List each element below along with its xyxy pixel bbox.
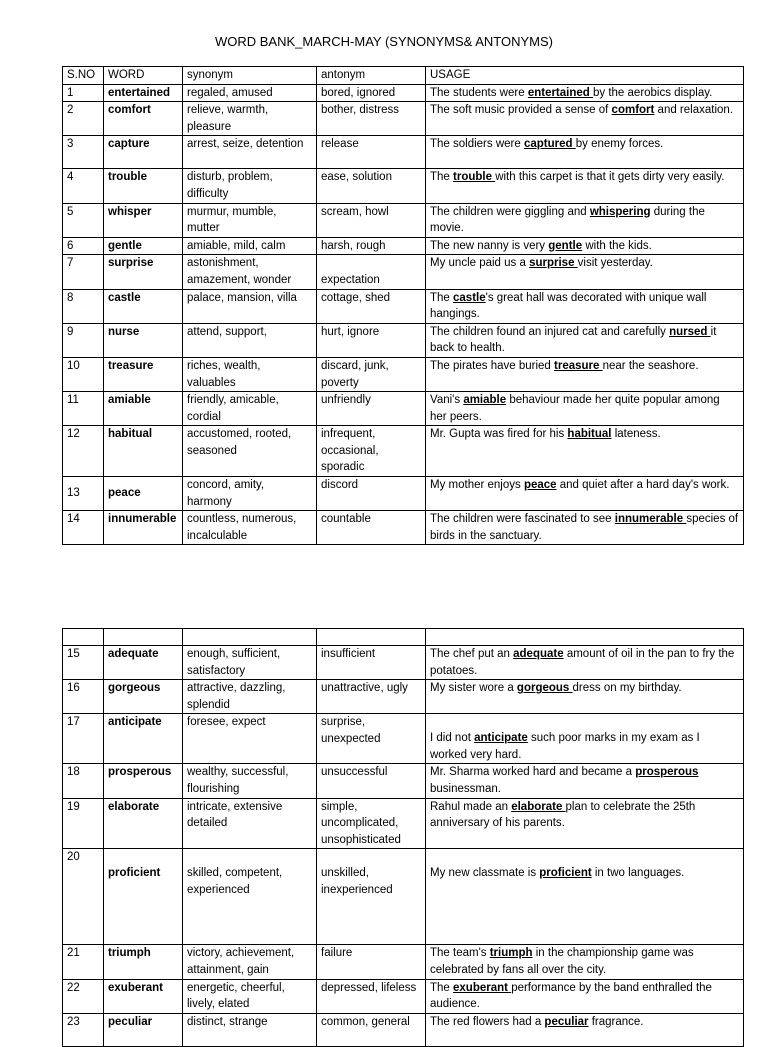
synonym-cell: attend, support, <box>183 323 317 357</box>
table-row <box>63 357 744 391</box>
usage-cell: The children were fascinated to see innumerable species of birds in the sanctuary. <box>426 511 744 545</box>
usage-cell: Rahul made an elaborate plan to celebrate the 25th anniversary of his parents. <box>426 798 744 849</box>
table-row <box>63 169 744 203</box>
sno-cell: 20 <box>63 849 104 945</box>
table-row <box>63 136 744 169</box>
usage-cell: My mother enjoys peace and quiet after a hard day's work. <box>426 477 744 511</box>
table-row <box>63 714 744 764</box>
sno-cell: 23 <box>63 1013 104 1046</box>
table-row <box>63 849 744 945</box>
keyword: captured <box>523 138 576 151</box>
synonym-cell: distinct, strange <box>183 1013 317 1046</box>
keyword: treasure <box>554 359 603 372</box>
word-cell: peculiar <box>104 1013 183 1046</box>
table-row <box>63 102 744 136</box>
sno-cell: 2 <box>63 102 104 136</box>
antonym-cell: failure <box>317 945 426 979</box>
usage-cell: I did not anticipate such poor marks in my exam as I worked very hard. <box>426 714 744 764</box>
table-row <box>63 289 744 323</box>
sno-cell: 7 <box>63 255 104 289</box>
table-row <box>63 646 744 680</box>
sno-cell: 19 <box>63 798 104 849</box>
synonym-cell: riches, wealth, valuables <box>183 357 317 391</box>
synonym-cell: foresee, expect <box>183 714 317 764</box>
antonym-cell: discord <box>317 477 426 511</box>
synonym-cell: accustomed, rooted, seasoned <box>183 426 317 477</box>
synonym-cell: victory, achievement, attainment, gain <box>183 945 317 979</box>
antonym-cell: infrequent, occasional, sporadic <box>317 426 426 477</box>
usage-cell: The chef put an adequate amount of oil in the pan to fry the potatoes. <box>426 646 744 680</box>
sno-cell: 11 <box>63 392 104 426</box>
antonym-cell: bored, ignored <box>317 84 426 102</box>
synonym-cell: energetic, cheerful, lively, elated <box>183 979 317 1013</box>
header-usage: USAGE <box>426 67 744 85</box>
antonym-cell: bother, distress <box>317 102 426 136</box>
antonym-cell: countable <box>317 511 426 545</box>
synonym-cell: friendly, amicable, cordial <box>183 392 317 426</box>
synonym-cell: attractive, dazzling, splendid <box>183 680 317 714</box>
table-row <box>63 84 744 102</box>
table-row <box>63 680 744 714</box>
keyword: surprise <box>529 257 578 270</box>
keyword: prosperous <box>635 766 699 779</box>
keyword: gentle <box>548 239 583 252</box>
sno-cell: 13 <box>63 477 104 511</box>
header-antonym: antonym <box>317 67 426 85</box>
word-cell: triumph <box>104 945 183 979</box>
usage-cell: My new classmate is proficient in two languages. <box>426 849 744 945</box>
usage-cell: The red flowers had a peculiar fragrance. <box>426 1013 744 1046</box>
keyword: entertained <box>527 86 593 99</box>
keyword: whispering <box>589 205 651 218</box>
table-row <box>63 477 744 511</box>
antonym-cell: release <box>317 136 426 169</box>
antonym-cell: ease, solution <box>317 169 426 203</box>
table-row <box>63 323 744 357</box>
synonym-cell: astonishment, amazement, wonder <box>183 255 317 289</box>
synonym-cell: arrest, seize, detention <box>183 136 317 169</box>
sno-cell: 22 <box>63 979 104 1013</box>
keyword: comfort <box>611 104 655 117</box>
word-cell: elaborate <box>104 798 183 849</box>
header-sno: S.NO <box>63 67 104 85</box>
sno-cell: 4 <box>63 169 104 203</box>
antonym-cell: discard, junk, poverty <box>317 357 426 391</box>
synonym-cell: enough, sufficient, satisfactory <box>183 646 317 680</box>
usage-cell: My uncle paid us a surprise visit yesterday. <box>426 255 744 289</box>
synonym-cell: murmur, mumble, mutter <box>183 203 317 237</box>
synonym-cell: disturb, problem, difficulty <box>183 169 317 203</box>
sno-cell: 12 <box>63 426 104 477</box>
antonym-cell: insufficient <box>317 646 426 680</box>
keyword: habitual <box>567 428 612 441</box>
table-row <box>63 798 744 849</box>
word-cell: peace <box>104 477 183 511</box>
keyword: anticipate <box>474 732 528 745</box>
table-row <box>63 511 744 545</box>
usage-cell: The exuberant performance by the band enthralled the audience. <box>426 979 744 1013</box>
word-cell: capture <box>104 136 183 169</box>
table-header-row-empty <box>63 629 744 646</box>
sno-cell: 8 <box>63 289 104 323</box>
usage-cell: The new nanny is very gentle with the kids. <box>426 237 744 255</box>
usage-cell: The children found an injured cat and carefully nursed it back to health. <box>426 323 744 357</box>
synonym-cell: skilled, competent, experienced <box>183 849 317 945</box>
sno-cell: 5 <box>63 203 104 237</box>
sno-cell: 1 <box>63 84 104 102</box>
synonym-cell: countless, numerous, incalculable <box>183 511 317 545</box>
table-row <box>63 392 744 426</box>
word-cell: proficient <box>104 849 183 945</box>
synonym-cell: intricate, extensive detailed <box>183 798 317 849</box>
antonym-cell: depressed, lifeless <box>317 979 426 1013</box>
empty-cell <box>63 629 104 646</box>
usage-cell: The soft music provided a sense of comfort and relaxation. <box>426 102 744 136</box>
antonym-cell: scream, howl <box>317 203 426 237</box>
table-row <box>63 255 744 289</box>
keyword: elaborate <box>511 800 566 813</box>
word-cell: whisper <box>104 203 183 237</box>
word-cell: nurse <box>104 323 183 357</box>
usage-cell: The pirates have buried treasure near the seashore. <box>426 357 744 391</box>
antonym-cell: cottage, shed <box>317 289 426 323</box>
antonym-cell: common, general <box>317 1013 426 1046</box>
word-cell: exuberant <box>104 979 183 1013</box>
sno-cell: 10 <box>63 357 104 391</box>
word-cell: gentle <box>104 237 183 255</box>
usage-cell: Mr. Gupta was fired for his habitual lateness. <box>426 426 744 477</box>
sno-cell: 3 <box>63 136 104 169</box>
keyword: exuberant <box>453 981 512 994</box>
sno-cell: 14 <box>63 511 104 545</box>
word-cell: entertained <box>104 84 183 102</box>
word-cell: castle <box>104 289 183 323</box>
table-header-row <box>63 67 744 85</box>
sno-cell: 9 <box>63 323 104 357</box>
antonym-cell: unsuccessful <box>317 764 426 798</box>
empty-cell <box>104 629 183 646</box>
antonym-cell: expectation <box>317 255 426 289</box>
usage-cell: My sister wore a gorgeous dress on my birthday. <box>426 680 744 714</box>
keyword: trouble <box>453 171 496 184</box>
usage-cell: The trouble with this carpet is that it gets dirty very easily. <box>426 169 744 203</box>
table-row <box>63 945 744 979</box>
word-cell: amiable <box>104 392 183 426</box>
usage-cell: The castle's great hall was decorated with unique wall hangings. <box>426 289 744 323</box>
word-cell: habitual <box>104 426 183 477</box>
sno-cell: 21 <box>63 945 104 979</box>
synonym-cell: regaled, amused <box>183 84 317 102</box>
word-cell: treasure <box>104 357 183 391</box>
antonym-cell: hurt, ignore <box>317 323 426 357</box>
table-row <box>63 237 744 255</box>
keyword: proficient <box>539 867 592 880</box>
synonym-cell: amiable, mild, calm <box>183 237 317 255</box>
keyword: triumph <box>489 947 533 960</box>
sno-cell: 15 <box>63 646 104 680</box>
word-cell: surprise <box>104 255 183 289</box>
antonym-cell: harsh, rough <box>317 237 426 255</box>
sno-cell: 6 <box>63 237 104 255</box>
word-cell: comfort <box>104 102 183 136</box>
table-row <box>63 426 744 477</box>
synonym-cell: palace, mansion, villa <box>183 289 317 323</box>
usage-cell: Mr. Sharma worked hard and became a prosperous businessman. <box>426 764 744 798</box>
keyword: peace <box>523 479 557 492</box>
keyword: nursed <box>669 325 711 338</box>
keyword: adequate <box>513 648 564 660</box>
header-synonym: synonym <box>183 67 317 85</box>
usage-cell: The students were entertained by the aerobics display. <box>426 84 744 102</box>
table-row <box>63 979 744 1013</box>
synonym-cell: relieve, warmth, pleasure <box>183 102 317 136</box>
word-cell: anticipate <box>104 714 183 764</box>
synonym-cell: wealthy, successful, flourishing <box>183 764 317 798</box>
sno-cell: 18 <box>63 764 104 798</box>
keyword: amiable <box>463 394 507 407</box>
antonym-cell: unskilled, inexperienced <box>317 849 426 945</box>
keyword: castle <box>453 291 486 304</box>
word-cell: prosperous <box>104 764 183 798</box>
usage-cell: The team's triumph in the championship game was celebrated by fans all over the city. <box>426 945 744 979</box>
table-row <box>63 203 744 237</box>
header-word: WORD <box>104 67 183 85</box>
table-row <box>63 1013 744 1046</box>
antonym-cell: simple, uncomplicated, unsophisticated <box>317 798 426 849</box>
sno-cell: 16 <box>63 680 104 714</box>
antonym-cell: surprise, unexpected <box>317 714 426 764</box>
keyword: innumerable <box>614 513 687 526</box>
keyword: gorgeous <box>516 682 573 695</box>
word-cell: adequate <box>104 646 183 680</box>
word-cell: gorgeous <box>104 680 183 714</box>
antonym-cell: unattractive, ugly <box>317 680 426 714</box>
table-row <box>63 764 744 798</box>
page-title: WORD BANK_MARCH-MAY (SYNONYMS& ANTONYMS) <box>214 34 554 49</box>
empty-cell <box>426 629 744 646</box>
keyword: peculiar <box>544 1015 589 1028</box>
usage-cell: The soldiers were captured by enemy forces. <box>426 136 744 169</box>
usage-cell: Vani's amiable behaviour made her quite popular among her peers. <box>426 392 744 426</box>
usage-cell: The children were giggling and whispering during the movie. <box>426 203 744 237</box>
sno-cell: 17 <box>63 714 104 764</box>
empty-cell <box>317 629 426 646</box>
word-bank-table-2 <box>62 628 744 1047</box>
synonym-cell: concord, amity, harmony <box>183 477 317 511</box>
word-cell: trouble <box>104 169 183 203</box>
empty-cell <box>183 629 317 646</box>
word-bank-table-1 <box>62 66 744 545</box>
antonym-cell: unfriendly <box>317 392 426 426</box>
word-cell: innumerable <box>104 511 183 545</box>
